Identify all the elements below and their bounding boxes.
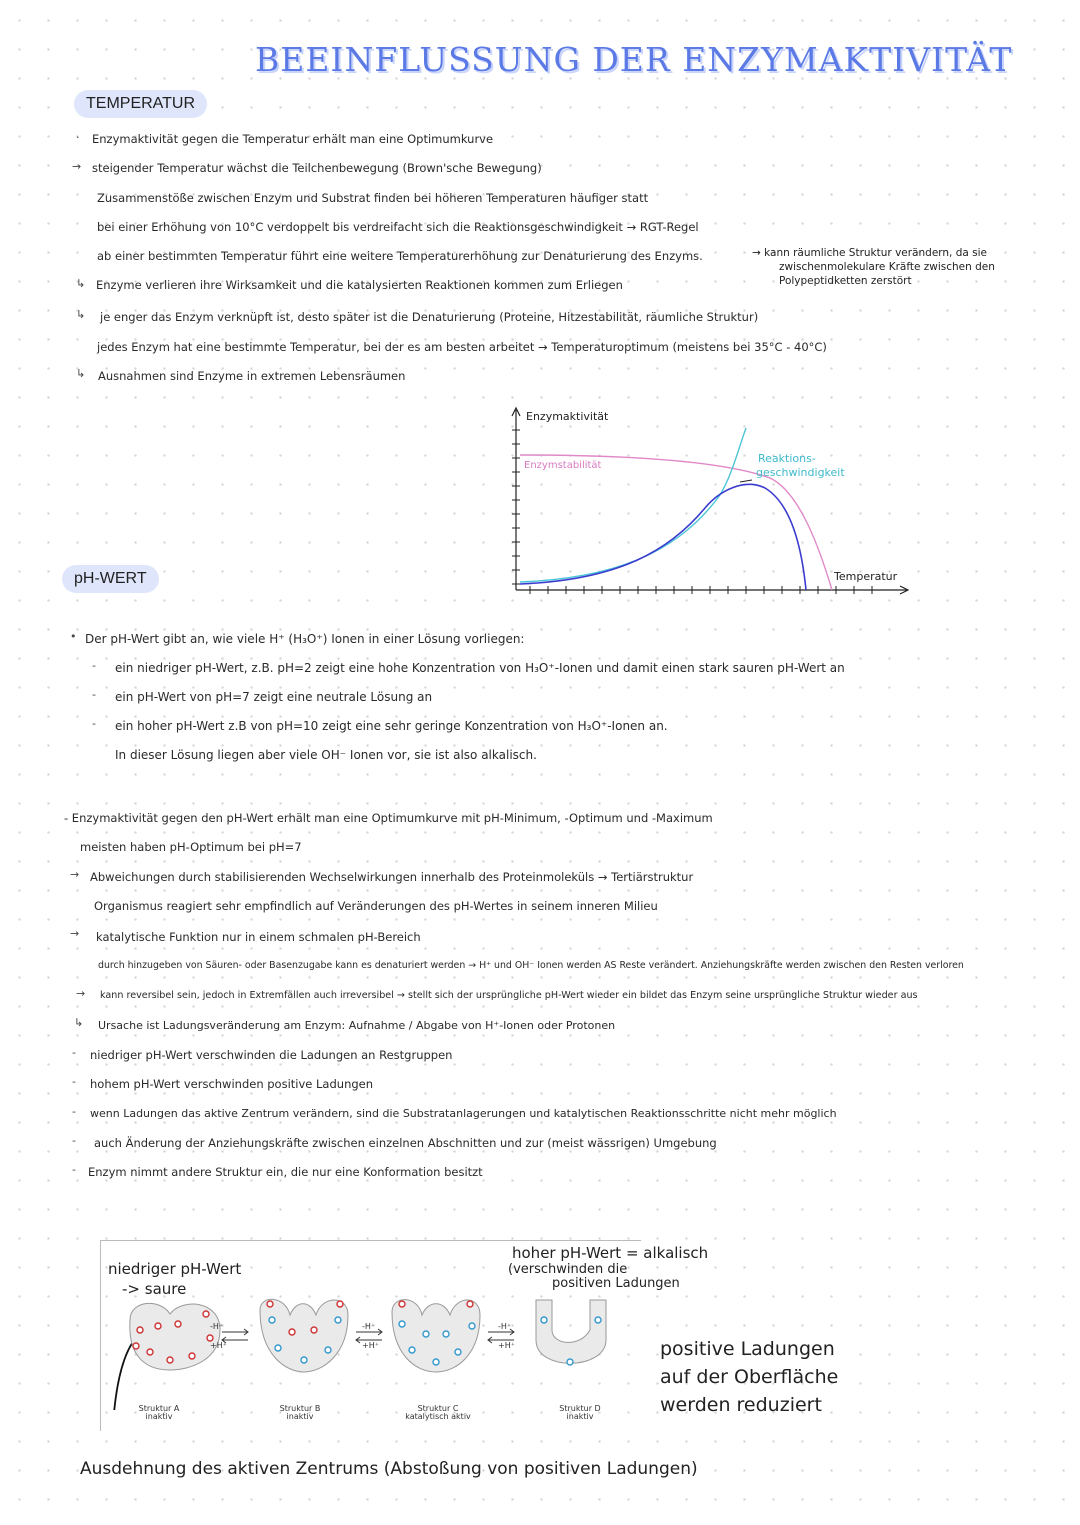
bullet-dash: -: [72, 1163, 76, 1176]
fig-right-note-1: positive Ladungen: [660, 1338, 835, 1360]
ph-line-7: kann reversibel sein, jedoch in Extremfällen auch irreversibel → stellt sich der ursprüngliche pH-Wert wieder ein bildet das Enzym seine ursprüngliche Struktur wieder aus: [100, 990, 918, 1001]
ph-line-1: - Enzymaktivität gegen den pH-Wert erhält man eine Optimumkurve mit pH-Minimum, -Optimum und -Maximum: [64, 811, 713, 825]
ph-line-12: auch Änderung der Anziehungskräfte zwischen einzelnen Abschnitten und zur (meist wässrigen) Umgebung: [94, 1136, 717, 1150]
section-tag-ph: pH-WERT: [62, 565, 159, 593]
fig-low-label-2: -> saure: [122, 1280, 187, 1298]
bullet-dash: -: [72, 1105, 76, 1118]
bullet-dash: -: [92, 659, 96, 672]
ph-list-2: ein pH-Wert von pH=7 zeigt eine neutrale Lösung an: [115, 690, 433, 704]
structure-b: [260, 1299, 348, 1372]
ph-line-10: hohem pH-Wert verschwinden positive Ladungen: [90, 1077, 374, 1091]
bullet-dash: -: [72, 1075, 76, 1088]
ph-line-13: Enzym nimmt andere Struktur ein, die nur eine Konformation besitzt: [88, 1165, 483, 1179]
temp-line-6: Enzyme verlieren ihre Wirksamkeit und die katalysierten Reaktionen kommen zum Erliegen: [96, 278, 623, 292]
struct-a-caption-2: inaktiv: [145, 1412, 173, 1421]
ph-line-2: meisten haben pH-Optimum bei pH=7: [80, 840, 302, 854]
structure-c: [392, 1300, 480, 1372]
temp-line-7: je enger das Enzym verknüpft ist, desto später ist die Denaturierung (Proteine, Hitzestabilität, räumliche Struktur): [100, 310, 759, 324]
chart-ylabel: Enzymaktivität: [526, 410, 609, 423]
struct-b-caption-1: Struktur B: [279, 1404, 321, 1413]
axis-ticks: [512, 430, 872, 594]
arrow-icon: →: [70, 868, 80, 881]
ph-line-3: Abweichungen durch stabilisierenden Wechselwirkungen innerhalb des Proteinmoleküls → Tertiärstruktur: [90, 870, 694, 884]
temp-line-1: Enzymaktivität gegen die Temperatur erhält man eine Optimumkurve: [92, 132, 494, 146]
bullet-dash: -: [72, 1134, 76, 1147]
sub-arrow-icon: ↳: [76, 277, 86, 290]
label-pointer: [740, 480, 752, 482]
chart-xlabel: Temperatur: [834, 570, 898, 583]
struct-a-caption-1: Struktur A: [138, 1404, 180, 1413]
fig-high-label-2: (verschwinden die: [508, 1262, 628, 1277]
enzyme-structures-svg: [100, 1290, 640, 1410]
temp-line-5: ab einer bestimmten Temperatur führt eine weitere Temperaturerhöhung zur Denaturierung des Enzyms.: [97, 249, 703, 263]
structure-a: [130, 1303, 220, 1370]
ph-list-4: In dieser Lösung liegen aber viele OH⁻ Ionen vor, sie ist also alkalisch.: [115, 748, 537, 762]
struct-b-caption-2: inaktiv: [286, 1412, 314, 1421]
ph-line-11: wenn Ladungen das aktive Zentrum verändern, sind die Substratanlagerungen und katalytischen Reaktionsschritte nicht mehr möglich: [90, 1107, 837, 1120]
bullet-dash: -: [92, 688, 96, 701]
eq-label-top-2: -H⁺: [362, 1322, 376, 1331]
sub-arrow-icon: ↳: [74, 1016, 84, 1029]
structure-d: [536, 1300, 606, 1365]
bullet-dot: •: [70, 630, 77, 643]
arrow-icon: →: [76, 987, 86, 1000]
chart-rate-label-2: geschwindigkeit: [756, 466, 845, 479]
ph-intro: Der pH-Wert gibt an, wie viele H⁺ (H₃O⁺) Ionen in einer Lösung vorliegen:: [85, 632, 525, 646]
arrow-icon: →: [72, 160, 82, 173]
fig-high-label-3: positiven Ladungen: [552, 1276, 680, 1291]
bullet-dot: ·: [76, 131, 80, 144]
page-title: BEEINFLUSSUNG DER ENZYMAKTIVITÄT: [255, 40, 1013, 79]
rate-rise-curve: [520, 428, 746, 582]
ph-line-5: katalytische Funktion nur in einem schmalen pH-Bereich: [96, 930, 421, 944]
chart-rate-label-1: Reaktions-: [758, 452, 816, 465]
fig-low-label-1: niedriger pH-Wert: [108, 1260, 242, 1278]
temp-side-note-1: → kann räumliche Struktur verändern, da sie: [752, 247, 988, 259]
eq-label-bottom-3: +H⁺: [498, 1341, 515, 1350]
fig-high-label-1: hoher pH-Wert = alkalisch: [512, 1244, 709, 1262]
ph-list-1: ein niedriger pH-Wert, z.B. pH=2 zeigt eine hohe Konzentration von H₃O⁺-Ionen und damit einen stark sauren pH-Wert an: [115, 661, 845, 675]
chart-stability-label: Enzymstabilität: [524, 460, 602, 471]
ph-line-8: Ursache ist Ladungsveränderung am Enzym: Aufnahme / Abgabe von H⁺-Ionen oder Protonen: [98, 1019, 616, 1032]
fig-bottom-note: Ausdehnung des aktiven Zentrums (Abstoßung von positiven Ladungen): [80, 1459, 698, 1479]
ph-line-6: durch hinzugeben von Säuren- oder Basenzugabe kann es denaturiert werden → H⁺ und OH⁻ Ionen werden AS Reste verändert. Anziehungskräfte werden zwischen den Resten verloren: [98, 960, 964, 971]
temp-side-note-2: zwischenmolekulare Kräfte zwischen den: [779, 261, 995, 273]
ph-line-9: niedriger pH-Wert verschwinden die Ladungen an Restgruppen: [90, 1048, 453, 1062]
temp-line-4: bei einer Erhöhung von 10°C verdoppelt bis verdreifacht sich die Reaktionsgeschwindigkeit → RGT-Regel: [97, 220, 699, 234]
eq-label-bottom-1: +H⁺: [210, 1341, 227, 1350]
temp-line-8: jedes Enzym hat eine bestimmte Temperatur, bei der es am besten arbeitet → Temperaturoptimum (meistens bei 35°C - 40°C): [97, 340, 827, 354]
eq-label-bottom-2: +H⁺: [362, 1341, 379, 1350]
sub-arrow-icon: ↳: [76, 367, 86, 380]
temp-line-2: steigender Temperatur wächst die Teilchenbewegung (Brown'sche Bewegung): [92, 161, 542, 175]
section-tag-temperature: TEMPERATUR: [74, 90, 207, 118]
struct-c-caption-2: katalytisch aktiv: [405, 1412, 471, 1421]
rate-curve: [520, 484, 806, 590]
ph-line-4: Organismus reagiert sehr empfindlich auf Veränderungen des pH-Wertes in seinem inneren Milieu: [94, 899, 658, 913]
bullet-dash: -: [92, 717, 96, 730]
struct-d-caption-1: Struktur D: [559, 1404, 601, 1413]
struct-d-caption-2: inaktiv: [566, 1412, 594, 1421]
temp-side-note-3: Polypeptidketten zerstört: [779, 275, 912, 287]
temperature-chart: [500, 400, 940, 600]
struct-c-caption-1: Struktur C: [417, 1404, 459, 1413]
ph-list-3: ein hoher pH-Wert z.B von pH=10 zeigt eine sehr geringe Konzentration von H₃O⁺-Ionen an.: [115, 719, 668, 733]
eq-label-top-1: -H⁺: [210, 1322, 224, 1331]
eq-label-top-3: -H⁺: [498, 1322, 512, 1331]
fig-right-note-2: auf der Oberfläche: [660, 1366, 839, 1388]
arrow-icon: →: [70, 927, 80, 940]
fig-right-note-3: werden reduziert: [660, 1394, 822, 1416]
temp-line-9: Ausnahmen sind Enzyme in extremen Lebensräumen: [98, 369, 406, 383]
bullet-dash: -: [72, 1046, 76, 1059]
temp-line-3: Zusammenstöße zwischen Enzym und Substrat finden bei höheren Temperaturen häufiger statt: [97, 191, 649, 205]
sub-arrow-icon: ↳: [76, 308, 86, 321]
